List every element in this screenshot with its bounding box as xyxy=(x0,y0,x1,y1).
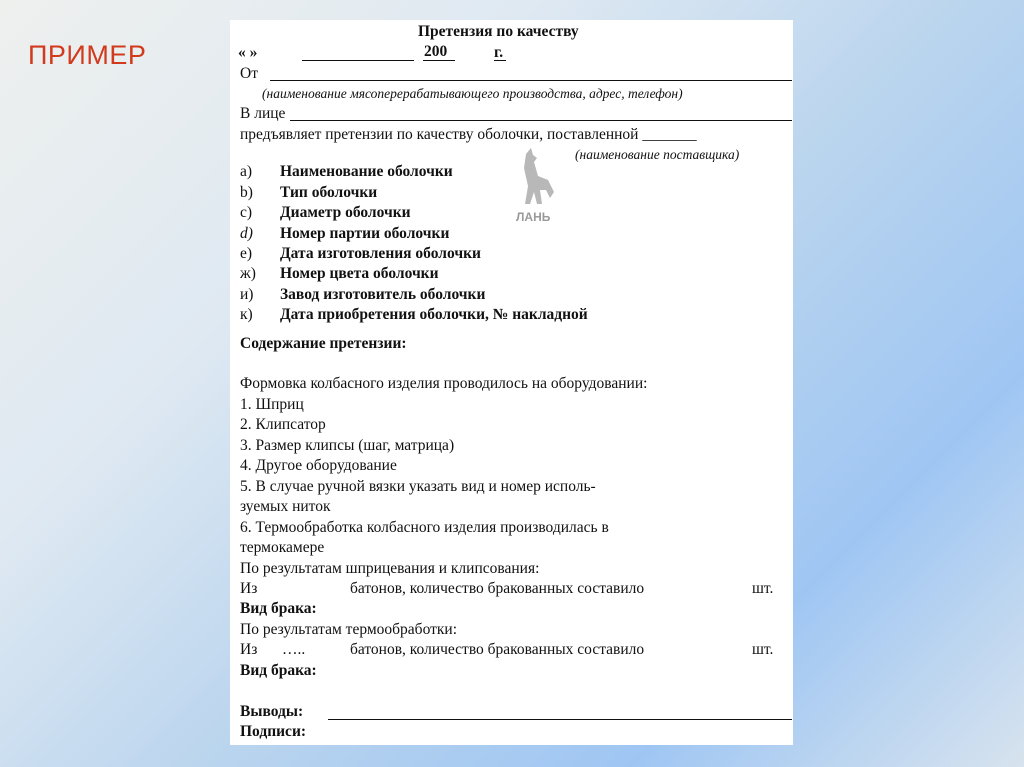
item-marker-zh: ж) xyxy=(240,265,256,282)
date-quotes: « » xyxy=(238,44,258,61)
logo-text: ЛАНЬ xyxy=(516,210,551,224)
row2-unit: шт. xyxy=(752,641,774,658)
body-line: 2. Клипсатор xyxy=(240,416,326,433)
slide-label: ПРИМЕР xyxy=(28,40,147,70)
row1-from: Из xyxy=(240,580,258,597)
date-year-rule xyxy=(423,60,455,61)
body-line: 4. Другое оборудование xyxy=(240,457,397,474)
date-suffix-rule xyxy=(494,60,506,61)
conclusions-label: Выводы: xyxy=(240,703,304,720)
defect-label-2: Вид брака: xyxy=(240,662,317,679)
item-text-k: Дата приобретения оболочки, № накладной xyxy=(280,306,588,323)
body-line: 6. Термообработка колбасного изделия производилась в xyxy=(240,519,609,536)
body-line: Формовка колбасного изделия проводилось на оборудовании: xyxy=(240,375,648,392)
date-year: 200 xyxy=(424,43,448,60)
item-marker-k: к) xyxy=(240,306,253,323)
row2-text: батонов, количество бракованных составило xyxy=(350,641,645,658)
from-label: От xyxy=(240,65,258,82)
item-text-i: Завод изготовитель оболочки xyxy=(280,286,486,303)
from-rule xyxy=(270,80,792,81)
supplier-caption: (наименование поставщика) xyxy=(575,147,740,162)
person-rule xyxy=(290,120,792,121)
body-line: 5. В случае ручной вязки указать вид и номер исполь- xyxy=(240,478,596,495)
row2-from: Из xyxy=(240,641,258,658)
body-line: зуемых ниток xyxy=(240,498,331,515)
row2-dots: ….. xyxy=(282,641,306,658)
defect-label-1: Вид брака: xyxy=(240,600,317,617)
row1-unit: шт. xyxy=(752,580,774,597)
item-text-e: Дата изготовления оболочки xyxy=(280,245,481,262)
item-text-d: Номер партии оболочки xyxy=(280,225,450,242)
thermal-results: По результатам термообработки: xyxy=(240,621,458,638)
item-marker-a: a) xyxy=(240,163,253,180)
item-marker-b: b) xyxy=(240,184,253,201)
conclusions-rule xyxy=(328,719,792,720)
body-line: 3. Размер клипсы (шаг, матрица) xyxy=(240,437,455,454)
item-marker-c: c) xyxy=(240,204,253,221)
item-marker-i: и) xyxy=(240,286,254,303)
body-line: 1. Шприц xyxy=(240,396,304,413)
from-caption: (наименование мясоперерабатывающего производства, адрес, телефон) xyxy=(262,86,683,101)
content-heading: Содержание претензии: xyxy=(240,335,407,352)
doc-title: Претензия по качеству xyxy=(418,23,579,40)
item-marker-e: e) xyxy=(240,245,253,262)
item-marker-d: d) xyxy=(240,225,253,242)
date-day-rule xyxy=(302,60,414,61)
item-text-c: Диаметр оболочки xyxy=(280,204,411,221)
row1-text: батонов, количество бракованных составило xyxy=(350,580,645,597)
item-text-a: Наименование оболочки xyxy=(280,163,453,180)
person-label: В лице xyxy=(240,105,286,122)
body-line: термокамере xyxy=(240,539,325,556)
publisher-logo xyxy=(512,146,558,232)
claim-line: предъявляет претензии по качеству оболочки, поставленной _______ xyxy=(240,126,697,143)
body-line: По результатам шприцевания и клипсования: xyxy=(240,560,540,577)
date-suffix: г. xyxy=(494,44,504,61)
item-text-zh: Номер цвета оболочки xyxy=(280,265,439,282)
claim-document xyxy=(230,20,793,745)
item-text-b: Тип оболочки xyxy=(280,184,378,201)
signatures-label: Подписи: xyxy=(240,723,307,740)
